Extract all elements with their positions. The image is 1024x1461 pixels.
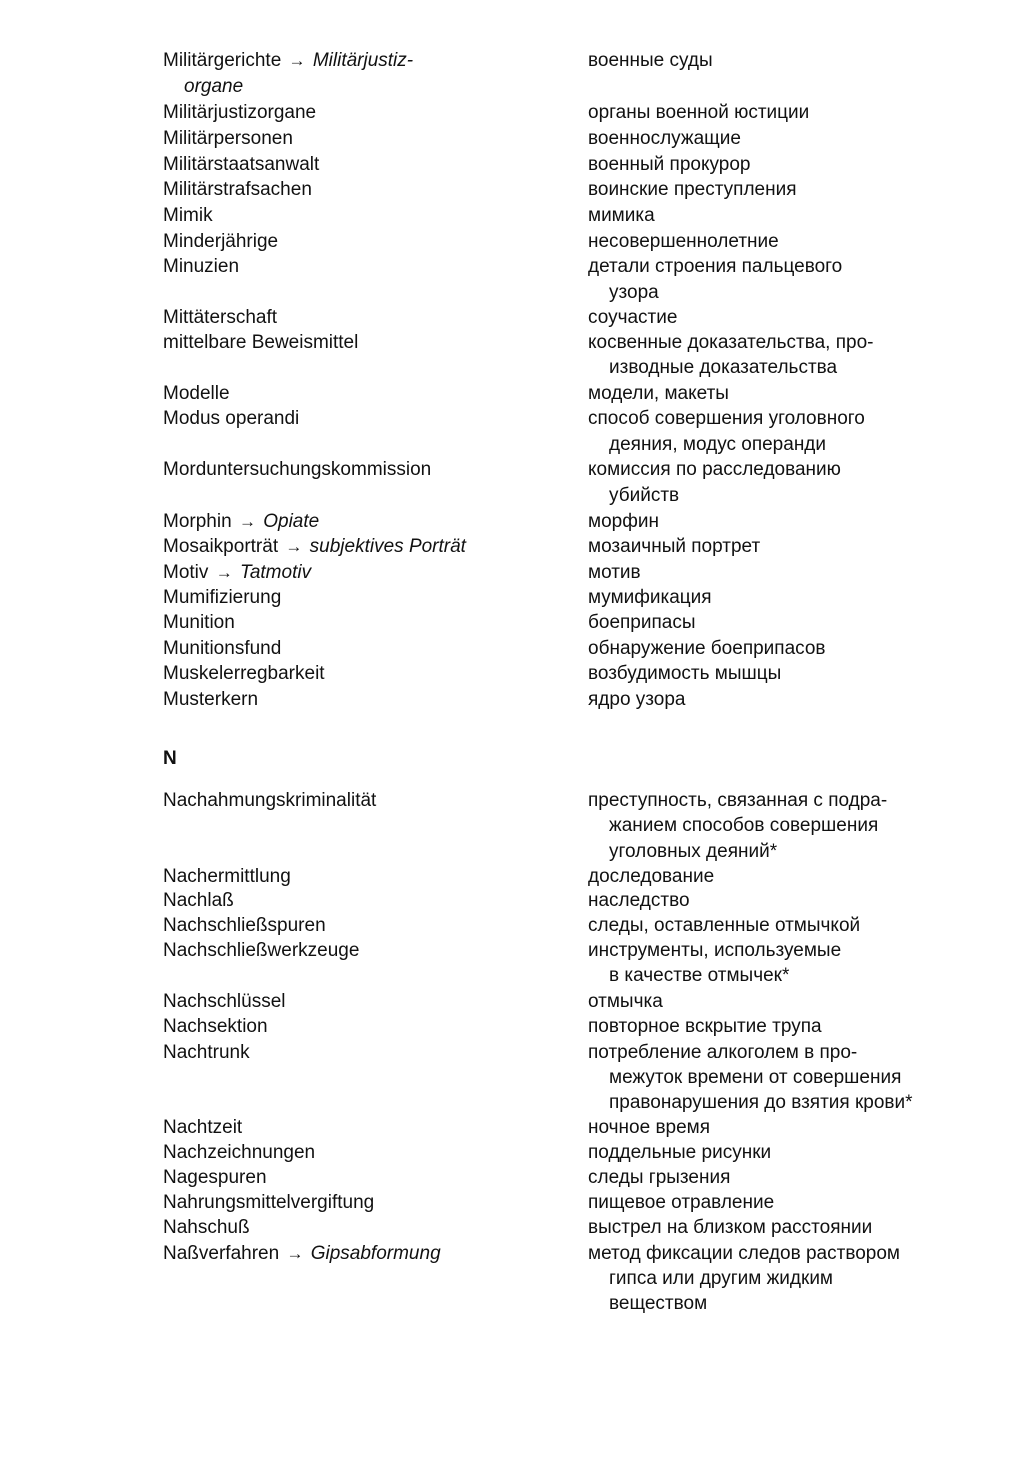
term-de: Militärstaatsanwalt	[163, 154, 320, 175]
term-ru: мумификация	[588, 587, 712, 608]
term-de: Muskelerregbarkeit	[163, 663, 325, 684]
term-ru: инструменты, используемые	[588, 940, 842, 961]
term-de: Modus operandi	[163, 408, 300, 429]
term-ru-continued: правонарушения до взятия крови*	[609, 1092, 913, 1113]
cross-reference: Militärjustiz-	[312, 50, 414, 71]
term-de: Mumifizierung	[163, 587, 282, 608]
term-ru: ночное время	[588, 1117, 711, 1138]
term-ru: несовершеннолетние	[588, 231, 779, 252]
term-ru-continued: изводные доказательства	[609, 357, 838, 378]
term-ru-continued: гипса или другим жидким	[609, 1268, 833, 1289]
term-de: Nachsektion	[163, 1016, 268, 1037]
term-ru-continued: уголовных деяний*	[609, 841, 778, 862]
term-ru: повторное вскрытие трупа	[588, 1016, 822, 1037]
term-ru: ядро узора	[588, 689, 686, 710]
term-de: Nahrungsmittelvergiftung	[163, 1192, 375, 1213]
term-de: Mittäterschaft	[163, 307, 278, 328]
term-de: Minderjährige	[163, 231, 279, 252]
term-de: Morphin → Opiate	[163, 511, 320, 532]
see-arrow: →	[285, 537, 303, 556]
term-de: Nachschließwerkzeuge	[163, 940, 360, 961]
see-arrow: →	[288, 51, 306, 70]
term-ru: косвенные доказательства, про-	[588, 332, 874, 353]
term-ru-continued: убийств	[609, 485, 680, 506]
term-ru: выстрел на близком расстоянии	[588, 1217, 873, 1238]
term-de: Militärstrafsachen	[163, 179, 312, 200]
cross-reference: Gipsabformung	[310, 1243, 441, 1264]
term-ru: пищевое отравление	[588, 1192, 775, 1213]
term-de: Militärpersonen	[163, 128, 293, 149]
term-ru: модели, макеты	[588, 383, 729, 404]
cross-reference: subjektives Porträt	[309, 536, 466, 557]
term-ru: мозаичный портрет	[588, 536, 761, 557]
term-ru: наследство	[588, 890, 690, 911]
term-ru: метод фиксации следов раствором	[588, 1243, 900, 1264]
term-ru: соучастие	[588, 307, 678, 328]
term-de: Minuzien	[163, 256, 240, 277]
see-arrow: →	[286, 1244, 304, 1263]
term-ru: мотив	[588, 562, 641, 583]
see-arrow: →	[215, 563, 233, 582]
term-ru: военнослужащие	[588, 128, 741, 149]
term-ru: следы, оставленные отмычкой	[588, 915, 861, 936]
term-de: Mimik	[163, 205, 213, 226]
term-de: Morduntersuchungskommission	[163, 459, 432, 480]
term-de: mittelbare Beweismittel	[163, 332, 359, 353]
term-ru-continued: веществом	[609, 1293, 708, 1314]
see-arrow: →	[238, 512, 256, 531]
term-de: Musterkern	[163, 689, 259, 710]
term-de: Militärjustizorgane	[163, 102, 317, 123]
term-de: Mosaikporträt → subjektives Porträt	[163, 536, 466, 557]
term-de: Nachermittlung	[163, 866, 291, 887]
cross-reference-continued: organe	[184, 76, 244, 97]
term-ru: преступность, связанная с подра-	[588, 790, 888, 811]
term-de: Nahschuß	[163, 1217, 250, 1238]
term-ru: комиссия по расследованию	[588, 459, 841, 480]
term-de: Nachzeichnungen	[163, 1142, 316, 1163]
term-ru-continued: в качестве отмычек*	[609, 965, 790, 986]
term-de: Nachlaß	[163, 890, 234, 911]
cross-reference: Opiate	[263, 511, 320, 532]
term-de: Munition	[163, 612, 235, 633]
term-de: Munitionsfund	[163, 638, 282, 659]
term-de: Nagespuren	[163, 1167, 267, 1188]
term-de: Nachtrunk	[163, 1042, 250, 1063]
section-letter: N	[163, 748, 177, 769]
term-ru-continued: узора	[609, 282, 659, 303]
term-ru: поддельные рисунки	[588, 1142, 772, 1163]
term-ru: следы грызения	[588, 1167, 731, 1188]
term-de: Nachtzeit	[163, 1117, 243, 1138]
term-ru: военный прокурор	[588, 154, 751, 175]
term-ru: доследование	[588, 866, 715, 887]
term-de: Modelle	[163, 383, 230, 404]
term-ru-continued: жанием способов совершения	[609, 815, 879, 836]
term-de: Motiv → Tatmotiv	[163, 562, 312, 583]
term-ru-continued: деяния, модус операнди	[609, 434, 827, 455]
term-ru: потребление алкоголем в про-	[588, 1042, 858, 1063]
term-de: Naßverfahren → Gipsabformung	[163, 1243, 441, 1264]
term-de: Nachschlüssel	[163, 991, 286, 1012]
term-ru: боеприпасы	[588, 612, 696, 633]
term-ru: мимика	[588, 205, 655, 226]
term-ru: отмычка	[588, 991, 663, 1012]
term-ru: морфин	[588, 511, 659, 532]
term-ru-continued: межуток времени от совершения	[609, 1067, 902, 1088]
term-ru: возбудимость мышцы	[588, 663, 782, 684]
term-ru: обнаружение боеприпасов	[588, 638, 826, 659]
term-ru: способ совершения уголовного	[588, 408, 865, 429]
term-ru: военные суды	[588, 50, 713, 71]
term-ru: органы военной юстиции	[588, 102, 810, 123]
term-ru: детали строения пальцевого	[588, 256, 843, 277]
cross-reference: Tatmotiv	[239, 562, 312, 583]
term-ru: воинские преступления	[588, 179, 797, 200]
term-de: Nachschließspuren	[163, 915, 326, 936]
term-de: Militärgerichte → Militärjustiz-	[163, 50, 414, 71]
term-de: Nachahmungskriminalität	[163, 790, 377, 811]
